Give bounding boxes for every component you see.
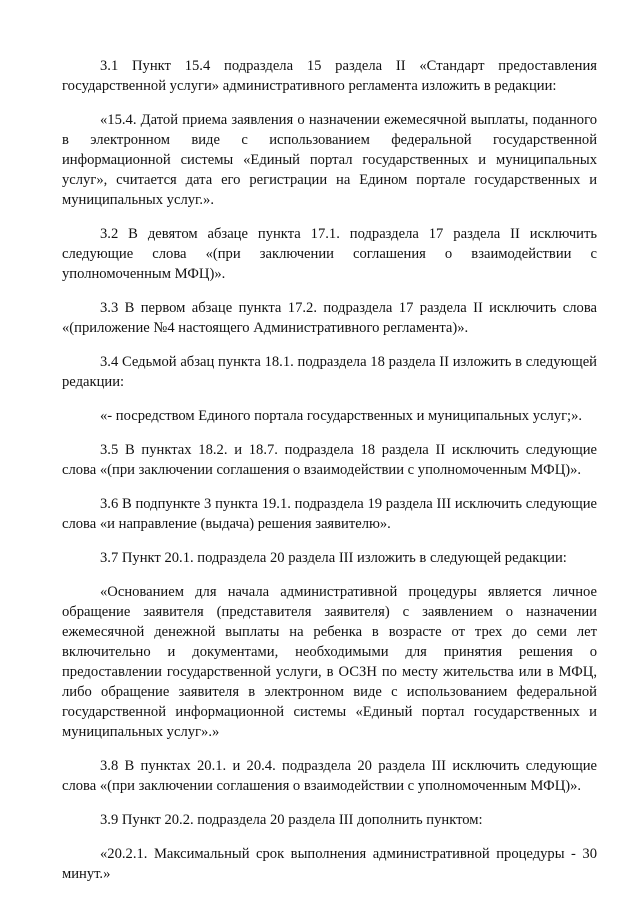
- paragraph-3-2: 3.2 В девятом абзаце пункта 17.1. подраздела 17 раздела II исключить следующие слова «(при заключении соглашения о взаимодействии с уполномоченным МФЦ)».: [62, 226, 597, 282]
- paragraph-quote-15-4: «15.4. Датой приема заявления о назначении ежемесячной выплаты, поданного в электронном виде с использованием федеральной государственной информационной системы «Единый портал государственных и муниципальных услуг», считается дата его регистрации на Едином портале государственных и муниципальных услуг.».: [62, 112, 597, 208]
- paragraph-quote-20-1: «Основанием для начала административной процедуры является личное обращение заявителя (представителя заявителя) с заявлением о назначении ежемесячной денежной выплаты на ребенка в возрасте от трех до семи лет включительно и документами, необходимыми для принятия решения о предоставлении государственной услуги, в ОСЗН по месту жительства или в МФЦ, либо обращение заявителя в электронном виде с использованием федеральной государственной информационной системы «Единый портал государственных и муниципальных услуг».»: [62, 584, 597, 740]
- paragraph-3-1: 3.1 Пункт 15.4 подраздела 15 раздела II «Стандарт предоставления государственной услуги» административного регламента изложить в редакции:: [62, 58, 597, 94]
- paragraph-3-5: 3.5 В пунктах 18.2. и 18.7. подраздела 18 раздела II исключить следующие слова «(при заключении соглашения о взаимодействии с уполномоченным МФЦ)».: [62, 442, 597, 478]
- paragraph-3-4: 3.4 Седьмой абзац пункта 18.1. подраздела 18 раздела II изложить в следующей редакции:: [62, 354, 597, 390]
- paragraph-quote-portal: «- посредством Единого портала государственных и муниципальных услуг;».: [100, 408, 583, 424]
- document-page: [62, 56, 597, 884]
- paragraph-3-8: 3.8 В пунктах 20.1. и 20.4. подраздела 20 раздела III исключить следующие слова «(при заключении соглашения о взаимодействии с уполномоченным МФЦ)».: [62, 758, 597, 794]
- paragraph-3-9: 3.9 Пункт 20.2. подраздела 20 раздела III дополнить пунктом:: [100, 812, 483, 828]
- paragraph-3-7: 3.7 Пункт 20.1. подраздела 20 раздела III изложить в следующей редакции:: [100, 550, 567, 566]
- paragraph-3-6: 3.6 В подпункте 3 пункта 19.1. подраздела 19 раздела III исключить следующие слова «и направление (выдача) решения заявителю».: [62, 496, 597, 532]
- paragraph-quote-20-2-1: «20.2.1. Максимальный срок выполнения административной процедуры - 30 минут.»: [62, 846, 597, 882]
- paragraph-3-3: 3.3 В первом абзаце пункта 17.2. подраздела 17 раздела II исключить слова «(приложение №4 настоящего Административного регламента)».: [62, 300, 597, 336]
